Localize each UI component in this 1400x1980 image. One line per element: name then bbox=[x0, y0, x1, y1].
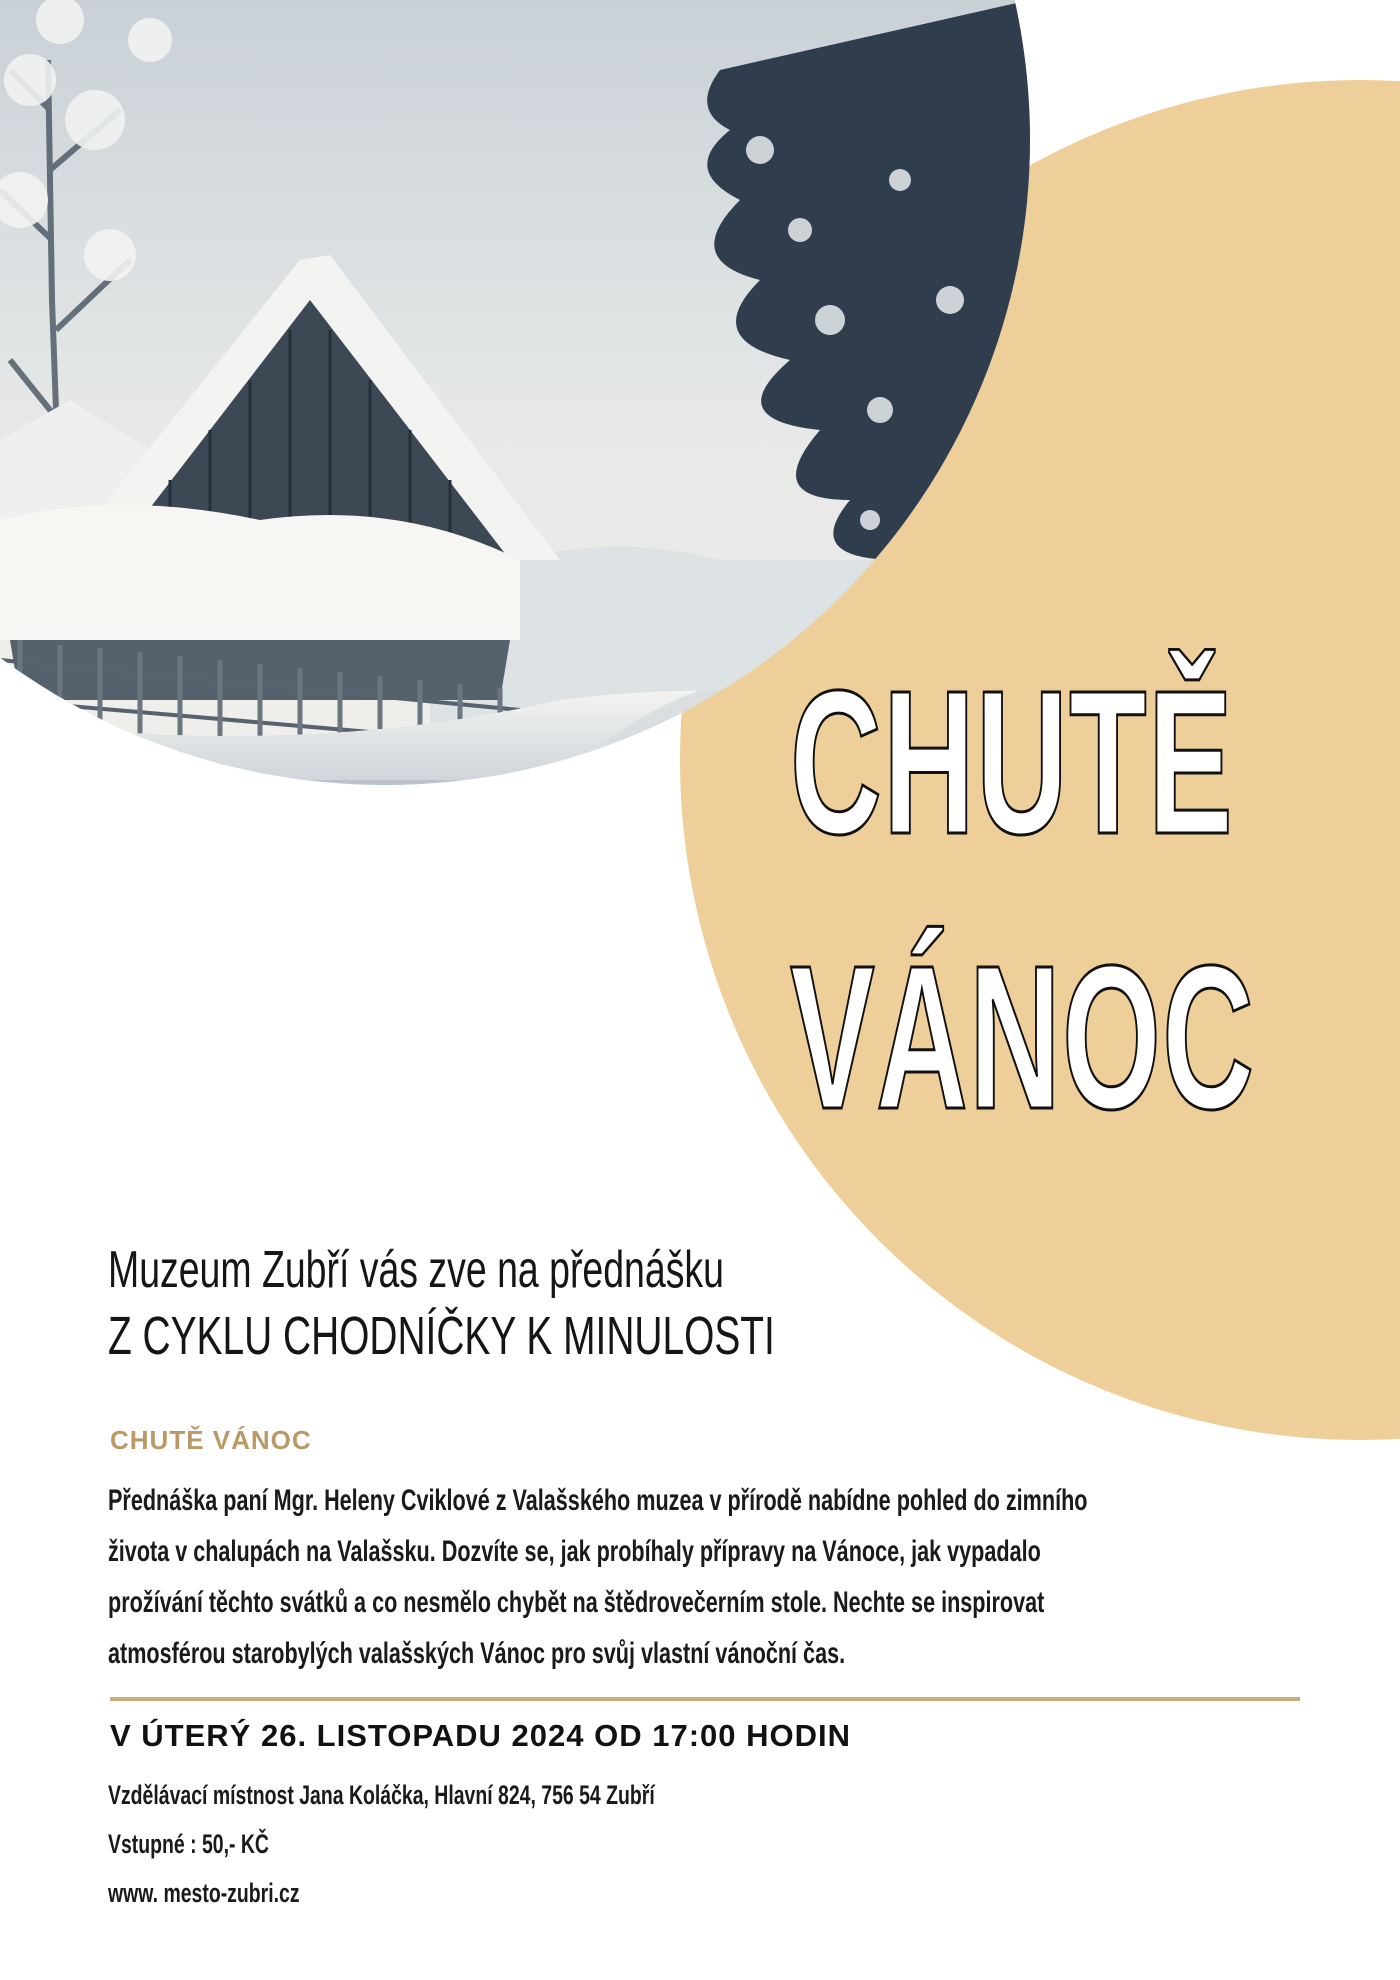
invitation-line: Muzeum Zubří vás zve na přednášku bbox=[108, 1241, 724, 1299]
poster-title-line-1: CHUTĚ bbox=[790, 648, 1234, 877]
website-link[interactable]: www. mesto-zubri.cz bbox=[108, 1878, 300, 1908]
venue-address: Vzdělávací místnost Jana Koláčka, Hlavní 824, 756 54 Zubří bbox=[108, 1780, 655, 1810]
series-name: Z CYKLU CHODNÍČKY K MINULOSTI bbox=[108, 1306, 775, 1366]
divider-line bbox=[110, 1697, 1300, 1701]
lecture-description bbox=[108, 1475, 1267, 1679]
description-line: atmosférou starobylých valašských Vánoc pro svůj vlastní vánoční čas. bbox=[108, 1637, 846, 1670]
admission-price: Vstupné : 50,- KČ bbox=[108, 1829, 269, 1859]
description-line: života v chalupách na Valašsku. Dozvíte se, jak probíhaly přípravy na Vánoce, jak vypadalo bbox=[108, 1535, 1041, 1568]
description-line: Přednáška paní Mgr. Heleny Cviklové z Valašského muzea v přírodě nabídne pohled do zimního bbox=[108, 1484, 1088, 1517]
poster-title-line-2: VÁNOC bbox=[790, 923, 1256, 1152]
event-date: V ÚTERÝ 26. LISTOPADU 2024 OD 17:00 HODIN bbox=[110, 1718, 852, 1753]
description-line: prožívání těchto svátků a co nesmělo chybět na štědrovečerním stole. Nechte se inspirovat bbox=[108, 1586, 1045, 1619]
lecture-heading: CHUTĚ VÁNOC bbox=[110, 1425, 312, 1455]
